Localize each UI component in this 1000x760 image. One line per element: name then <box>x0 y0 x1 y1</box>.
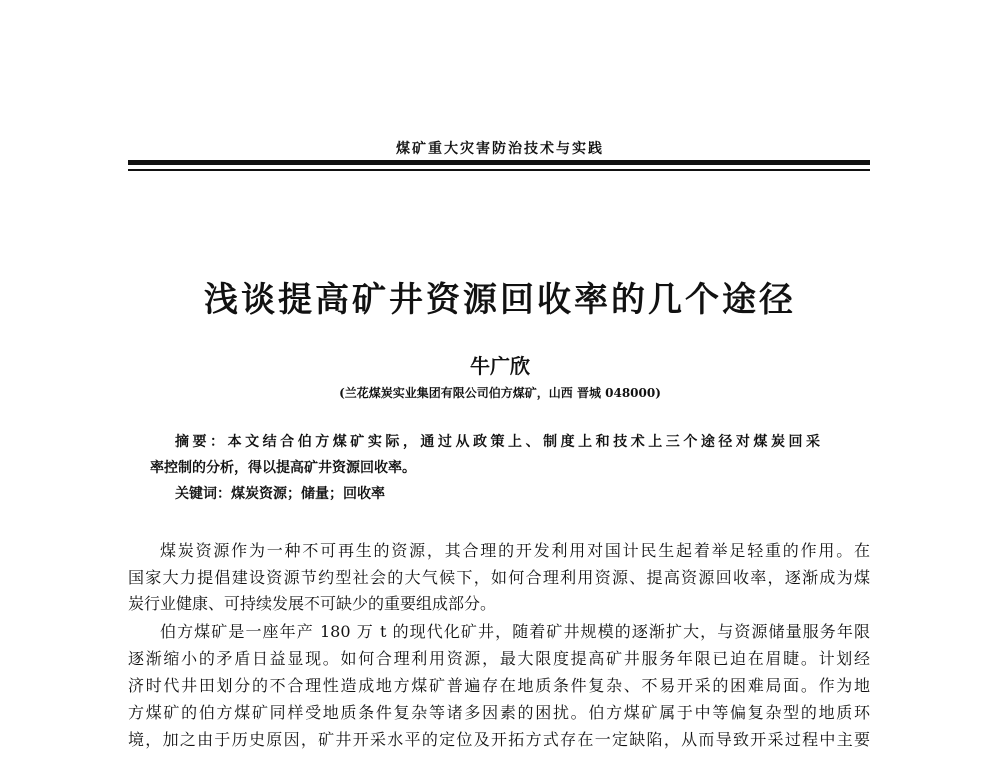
body-paragraph-line: 逐渐缩小的矛盾日益显现。如何合理利用资源，最大限度提高矿井服务年限已迫在眉睫。计划经 <box>128 649 870 668</box>
body-paragraph-line: 境，加之由于历史原因，矿井开采水平的定位及开拓方式存在一定缺陷，从而导致开采过程中主要 <box>128 730 870 749</box>
header-rule-thick <box>128 160 870 165</box>
author-name: 牛广欣 <box>470 354 530 378</box>
abstract-line: 摘要：本文结合伯方煤矿实际，通过从政策上、制度上和技术上三个途径对煤炭回采 <box>175 434 820 450</box>
body-paragraph-line: 国家大力提倡建设资源节约型社会的大气候下，如何合理利用资源、提高资源回收率，逐渐成为煤 <box>128 568 870 587</box>
abstract-line: 率控制的分析，得以提高矿井资源回收率。 <box>150 460 416 476</box>
keywords-line <box>175 484 820 504</box>
body-paragraph-line: 炭行业健康、可持续发展不可缺少的重要组成部分。 <box>128 594 497 613</box>
author-affiliation: (兰花煤炭实业集团有限公司伯方煤矿，山西 晋城 048000) <box>339 386 661 400</box>
body-paragraph-line: 煤炭资源作为一种不可再生的资源，其合理的开发利用对国计民生起着举足轻重的作用。在 <box>160 541 870 560</box>
body-paragraph-line: 伯方煤矿是一座年产 180 万 t 的现代化矿井，随着矿井规模的逐渐扩大，与资源储量服务年限 <box>160 622 870 641</box>
running-header: 煤矿重大灾害防治技术与实践 <box>396 141 604 157</box>
body-paragraph-line: 方煤矿的伯方煤矿同样受地质条件复杂等诸多因素的困扰。伯方煤矿属于中等偏复杂型的地质环 <box>128 703 870 722</box>
keywords-text: 煤炭资源；储量；回收率 <box>231 486 385 502</box>
header-rule-thin <box>128 169 870 171</box>
body-paragraph-line: 济时代井田划分的不合理性造成地方煤矿普遍存在地质条件复杂、不易开采的困难局面。作为地 <box>128 676 870 695</box>
article-title: 浅谈提高矿井资源回收率的几个途径 <box>204 280 796 320</box>
abstract-label: 摘要： <box>175 434 228 450</box>
keywords-label: 关键词： <box>175 486 231 502</box>
